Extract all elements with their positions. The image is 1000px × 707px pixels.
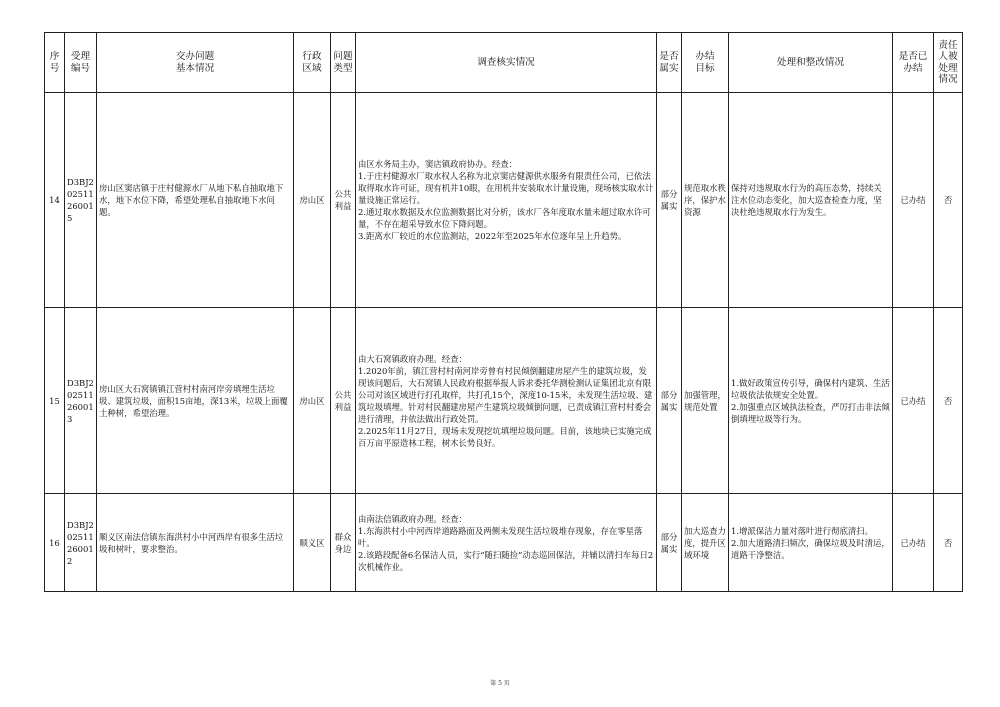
header-investigation: 调查核实情况 [356,33,657,93]
row-problem: 房山区窦店镇于庄村健源水厂从地下私自抽取地下水，地下水位下降，希望处理私自抽取地下水问题。 [97,93,294,308]
row-closed: 已办结 [893,494,934,592]
header-punished: 责任 人被 处理 情况 [934,33,963,93]
row-investigation: 由南法信镇政府办理。经查： 1.东海洪村小中河西岸道路路面及两侧未发现生活垃圾堆存现象，存在零星落叶。 2.该路段配备6名保洁人员，实行“随扫随捡”动态巡回保洁，并辅以清扫车每日2次机械作业。 [356,494,657,592]
table-row [45,494,963,592]
header-verified: 是否 属实 [657,33,682,93]
row-punished: 否 [934,494,963,592]
row-goal: 加大巡查力度，提升区域环境 [682,494,729,592]
row-handling: 1.做好政策宣传引导，确保村内建筑、生活垃圾依法依规安全处置。 2.加强重点区域执法检查，严厉打击非法倾倒填埋垃圾等行为。 [729,308,893,494]
row-type: 群众 身边 [331,494,356,592]
header-region: 行政 区域 [294,33,331,93]
row-punished: 否 [934,308,963,494]
page-number: 第 5 页 [490,680,510,687]
row-id: D3BJ2 02511 26001 3 [65,308,97,494]
row-id: D3BJ2 02511 26001 5 [65,93,97,308]
table-header-row [45,33,963,93]
header-type: 问题 类型 [331,33,356,93]
header-goal: 办结 目标 [682,33,729,93]
row-goal: 规范取水秩序，保护水资源 [682,93,729,308]
row-type: 公共 利益 [331,93,356,308]
row-investigation: 由区水务局主办，窦店镇政府协办。经查： 1.于庄村健源水厂取水权人名称为北京窦店健源供水服务有限责任公司，已依法取得取水许可证，现有机井10眼，在用机井安装取水计量设施，现场核实取水计量设施正常运行。 2.通过取水数据及水位监测数据比对分析，该水厂各年度取水量未超过取水许可量，不存在超采导致水位下降问题。 3.距离水厂较近的水位监测站，2022年至2025年水位逐年呈上升趋势。 [356,93,657,308]
header-id: 受理 编号 [65,33,97,93]
row-closed: 已办结 [893,93,934,308]
row-goal: 加强管理，规范处置 [682,308,729,494]
row-handling: 保持对违规取水行为的高压态势，持续关注水位动态变化，加大巡查检查力度，坚决杜绝违规取水行为发生。 [729,93,893,308]
row-problem: 房山区大石窝镇镇江营村村南河岸旁填埋生活垃圾、建筑垃圾，面积15亩地，深13米，垃圾上面覆土种树，希望治理。 [97,308,294,494]
row-region: 房山区 [294,93,331,308]
row-verified: 部分 属实 [657,93,682,308]
row-region: 房山区 [294,308,331,494]
row-verified: 部分 属实 [657,494,682,592]
row-seq: 15 [45,308,65,494]
header-handling: 处理和整改情况 [729,33,893,93]
row-type: 公共 利益 [331,308,356,494]
row-id: D3BJ2 02511 26001 2 [65,494,97,592]
row-region: 顺义区 [294,494,331,592]
row-handling: 1.增派保洁力量对落叶进行彻底清扫。 2.加大道路清扫频次，确保垃圾及时清运，道路干净整洁。 [729,494,893,592]
row-punished: 否 [934,93,963,308]
row-seq: 14 [45,93,65,308]
row-seq: 16 [45,494,65,592]
row-investigation: 由大石窝镇政府办理。经查： 1.2020年前，镇江营村村南河岸旁曾有村民倾倒翻建房屋产生的建筑垃圾，发现该问题后，大石窝镇人民政府根据举报人诉求委托华测检测认证集团北京有限公司对该区域进行打孔取样，共打孔15个，深度10-15米，未发现生活垃圾、建筑垃圾填埋。针对村民翻建房屋产生建筑垃圾倾倒问题，已责成镇江营村村委会进行清理，并依法做出行政处罚。 2.2025年11月27日，现场未发现挖坑填埋垃圾问题。目前，该地块已实施完成百万亩平原造林工程，树木长势良好。 [356,308,657,494]
header-problem: 交办问题 基本情况 [97,33,294,93]
row-verified: 部分 属实 [657,308,682,494]
table-row [45,308,963,494]
row-closed: 已办结 [893,308,934,494]
header-closed: 是否已 办结 [893,33,934,93]
row-problem: 顺义区南法信镇东海洪村小中河西岸有很多生活垃圾和树叶，要求整治。 [97,494,294,592]
header-seq: 序 号 [45,33,65,93]
table-row [45,93,963,308]
complaint-table [44,32,963,592]
